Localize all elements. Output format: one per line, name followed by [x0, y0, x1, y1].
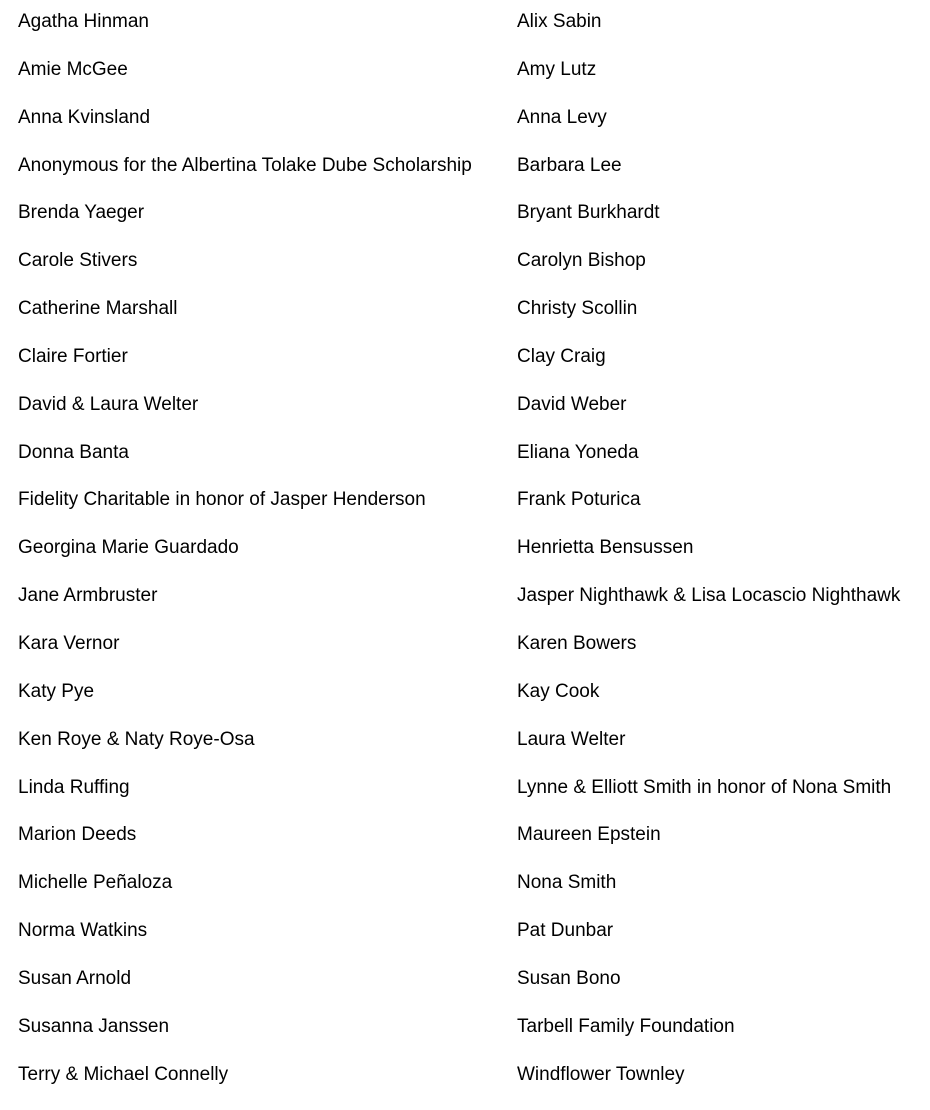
donor-row — [0, 48, 930, 96]
donor-row — [0, 813, 930, 861]
donor-name: Alix Sabin — [517, 11, 602, 32]
donor-name: Windflower Townley — [517, 1063, 685, 1085]
donor-name: Carole Stivers — [18, 250, 138, 272]
donor-name: Clay Craig — [517, 345, 606, 367]
donor-name: Fidelity Charitable in honor of Jasper Henderson — [18, 489, 426, 511]
donor-name: Ken Roye & Naty Roye-Osa — [18, 728, 255, 750]
donor-name: Nona Smith — [517, 872, 617, 894]
donor-name: Kay Cook — [517, 680, 600, 702]
donor-name: Susan Bono — [517, 967, 621, 989]
donor-name: Kara Vernor — [18, 632, 120, 654]
donor-name: Laura Welter — [517, 728, 626, 750]
donor-name: David Weber — [517, 393, 627, 415]
donor-name: Eliana Yoneda — [517, 441, 639, 463]
donor-name: David & Laura Welter — [18, 393, 199, 415]
donor-name: Brenda Yaeger — [18, 202, 145, 224]
donor-name: Maureen Epstein — [517, 824, 661, 846]
donor-row — [0, 383, 930, 431]
donor-name: Terry & Michael Connelly — [18, 1063, 229, 1085]
donor-name: Lynne & Elliott Smith in honor of Nona Smith — [517, 776, 892, 798]
donor-row — [0, 622, 930, 670]
donor-name: Tarbell Family Foundation — [517, 1015, 735, 1037]
donor-row — [0, 431, 930, 479]
donor-row — [0, 478, 930, 526]
donor-name: Amie McGee — [18, 58, 128, 80]
donor-name: Linda Ruffing — [18, 776, 130, 798]
donor-row — [0, 144, 930, 192]
donor-name: Claire Fortier — [18, 345, 128, 367]
donor-row — [0, 766, 930, 814]
donor-row — [0, 239, 930, 287]
donor-row — [0, 526, 930, 574]
donor-name: Susan Arnold — [18, 967, 132, 989]
donor-name: Barbara Lee — [517, 154, 622, 176]
donor-name: Frank Poturica — [517, 489, 641, 511]
donor-row — [0, 191, 930, 239]
donor-row — [0, 957, 930, 1005]
donor-row — [0, 335, 930, 383]
donor-name: Carolyn Bishop — [517, 250, 646, 272]
donor-name: Jane Armbruster — [18, 585, 158, 607]
donor-row — [0, 0, 930, 48]
donor-name: Pat Dunbar — [517, 920, 614, 942]
donor-name: Catherine Marshall — [18, 298, 178, 320]
donor-name: Donna Banta — [18, 441, 129, 463]
donor-name: Amy Lutz — [517, 58, 597, 80]
donor-row — [0, 670, 930, 718]
donor-row — [0, 861, 930, 909]
donor-row — [0, 1053, 930, 1101]
donor-row — [0, 287, 930, 335]
donor-name: Christy Scollin — [517, 298, 638, 320]
donor-name: Henrietta Bensussen — [517, 537, 694, 559]
donor-name: Katy Pye — [18, 680, 95, 702]
donor-name: Karen Bowers — [517, 632, 637, 654]
donor-name: Marion Deeds — [18, 824, 137, 846]
donor-name: Anna Levy — [517, 106, 607, 128]
donor-row — [0, 1005, 930, 1053]
donor-name: Jasper Nighthawk & Lisa Locascio Nighthawk — [517, 585, 901, 607]
donor-row — [0, 574, 930, 622]
donor-name: Susanna Janssen — [18, 1015, 170, 1037]
donor-name: Georgina Marie Guardado — [18, 537, 239, 559]
donor-name: Norma Watkins — [18, 920, 148, 942]
donor-name: Anna Kvinsland — [18, 106, 151, 128]
donor-name: Michelle Peñaloza — [18, 872, 173, 894]
donor-row — [0, 909, 930, 957]
donor-name: Anonymous for the Albertina Tolake Dube Scholarship — [18, 154, 472, 176]
donor-name: Bryant Burkhardt — [517, 202, 660, 224]
donor-row — [0, 718, 930, 766]
donor-name: Agatha Hinman — [18, 11, 149, 32]
donor-row — [0, 96, 930, 144]
